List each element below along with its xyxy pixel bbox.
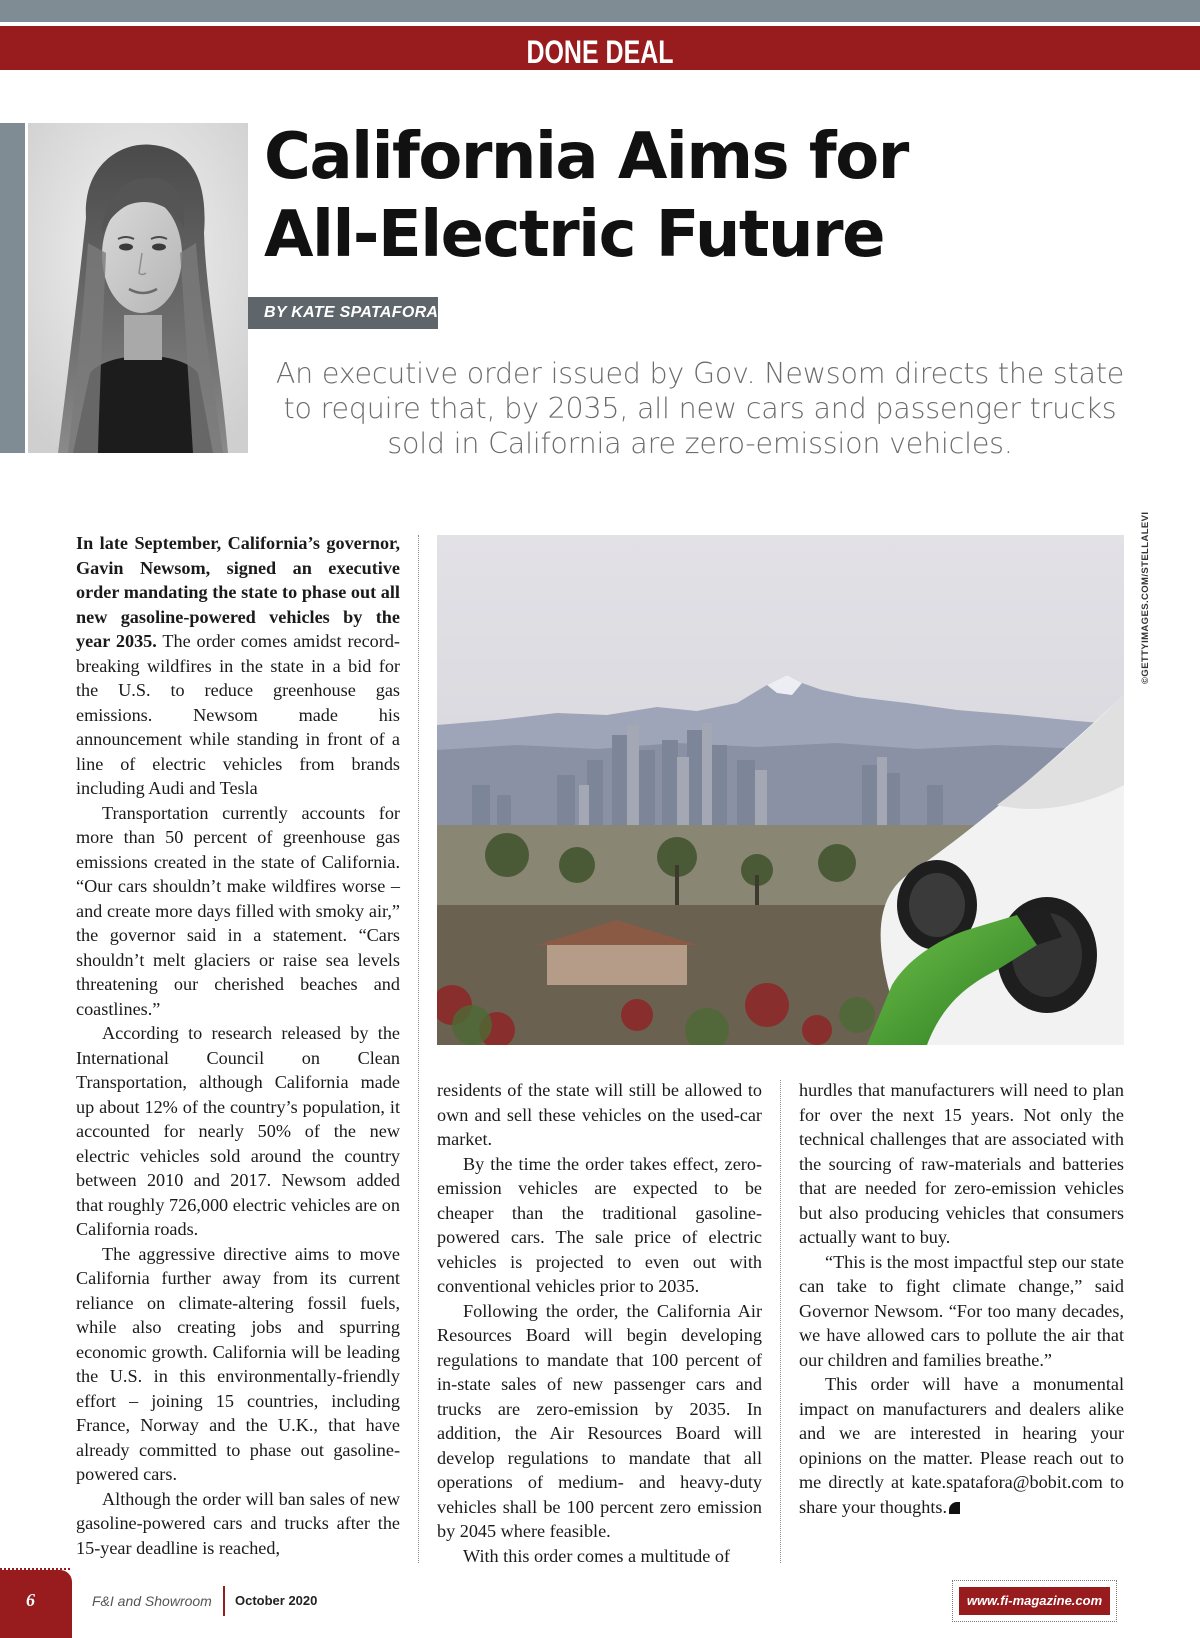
body-paragraph: With this order comes a multitude of bbox=[463, 1545, 730, 1566]
left-accent-strip bbox=[0, 123, 25, 453]
body-paragraph: “This is the most impactful step our state can take to fight climate change,” said Governor Newsom. “For too many decades, we have allowed cars to pollute the air that our children and families breathe.” bbox=[799, 1251, 1124, 1370]
author-photo bbox=[28, 123, 248, 453]
article-headline bbox=[264, 118, 1164, 274]
closing-text: This order will have a monumental impact on manufacturers and dealers alike and we are interested in hearing your opinions on the matter. Please reach out to me directly at kate.spatafora@bobit.com to share your thoughts. bbox=[799, 1374, 1124, 1517]
photo-credit bbox=[1126, 511, 1151, 686]
headline-line-1: California Aims for bbox=[264, 120, 908, 194]
page-number: 6 bbox=[26, 1590, 35, 1610]
body-paragraph: According to research released by the International Council on Clean Transportation, although California made up about 12% of the country’s population, it accounted for nearly 50% of the new electric vehicles sold around the country between 2010 and 2017. Newsom added that roughly 726,000 electric vehicles are on California roads. bbox=[76, 1023, 400, 1239]
body-paragraph: Transportation currently accounts for more than 50 percent of greenhouse gas emissions created in the state of California. “Our cars shouldn’t make wildfires worse – and create more days filled with smoky air,” the governor said in a statement. “Cars shouldn’t melt glaciers or raise sea levels threatening our cherished beaches and coastlines.” bbox=[76, 802, 400, 1019]
section-label: DONE DEAL bbox=[526, 34, 674, 70]
body-paragraph: Although the order will ban sales of new gasoline-powered cars and trucks after the 15-year deadline is reached, bbox=[76, 1488, 400, 1558]
headline-line-2: All-Electric Future bbox=[264, 198, 884, 272]
issue-date: October 2020 bbox=[235, 1593, 318, 1608]
body-paragraph bbox=[799, 1372, 1124, 1519]
body-paragraph: residents of the state will still be allowed to own and sell these vehicles on the used-car market. bbox=[437, 1080, 762, 1149]
column-rule bbox=[780, 1080, 781, 1563]
lead-bold-text: In late September, California’s governor, Gavin Newsom, signed an executive order mandating the state to phase out all new gasoline-powered vehicles by the year 2035. bbox=[76, 533, 400, 651]
body-paragraph: The aggressive directive aims to move California further away from its current reliance on climate-altering fossil fuels, while also creating jobs and spurring economic growth. California will be leading the U.S. in this environmentally-friendly effort – joining 15 countries, including France, Norway and the U.K., that have already committed to phase out gasoline-powered cars. bbox=[76, 1243, 400, 1484]
photo-credit-text: ©GETTYIMAGES.COM/STELLALEVI bbox=[1140, 511, 1151, 684]
article-column-1 bbox=[76, 531, 400, 1560]
lead-paragraph bbox=[76, 531, 400, 801]
website-link[interactable]: www.fi-magazine.com bbox=[966, 1593, 1103, 1608]
article-photo bbox=[437, 535, 1124, 1045]
column-rule bbox=[418, 535, 419, 1563]
article-column-2 bbox=[437, 1078, 762, 1568]
footer-separator bbox=[223, 1586, 225, 1616]
lead-rest-text: The order comes amidst record-breaking wildfires in the state in a bid for the U.S. to reduce greenhouse gas emissions. Newsom made his announcement while standing in front of a line of electric vehicles from brands including Audi and Tesla bbox=[76, 631, 400, 798]
la-skyline-ev-charger-image bbox=[437, 535, 1124, 1045]
body-paragraph: Following the order, the California Air Resources Board will begin developing regulations to mandate that 100 percent of in-state sales of new passenger cars and trucks are zero-emission by 2035. In addition, the Air Resources Board will develop regulations to mandate that all operations of medium- and heavy-duty vehicles shall be 100 percent zero emission by 2045 where feasible. bbox=[437, 1300, 762, 1541]
page-number-tab bbox=[0, 1570, 72, 1638]
byline: BY KATE SPATAFORA bbox=[264, 304, 439, 321]
author-portrait-image bbox=[28, 123, 248, 453]
publication-name: F&I and Showroom bbox=[92, 1593, 212, 1609]
article-deck: An executive order issued by Gov. Newsom directs the state to require that, by 2035, all new cars and passenger trucks sold in California are zero-emission vehicles. bbox=[275, 357, 1125, 460]
body-paragraph: By the time the order takes effect, zero-emission vehicles are expected to be cheaper than the traditional gasoline-powered cars. The sale price of electric vehicles is projected to even out with conventional vehicles prior to 2035. bbox=[437, 1153, 762, 1296]
article-column-3 bbox=[799, 1078, 1124, 1519]
body-paragraph: hurdles that manufacturers will need to plan for over the next 15 years. Not only the technical challenges that are associated with the sourcing of raw-materials and batteries that are needed for zero-emission vehicles but also producing vehicles that consumers actually want to buy. bbox=[799, 1080, 1124, 1247]
top-gray-band bbox=[0, 0, 1200, 22]
end-mark-icon bbox=[949, 1502, 960, 1514]
